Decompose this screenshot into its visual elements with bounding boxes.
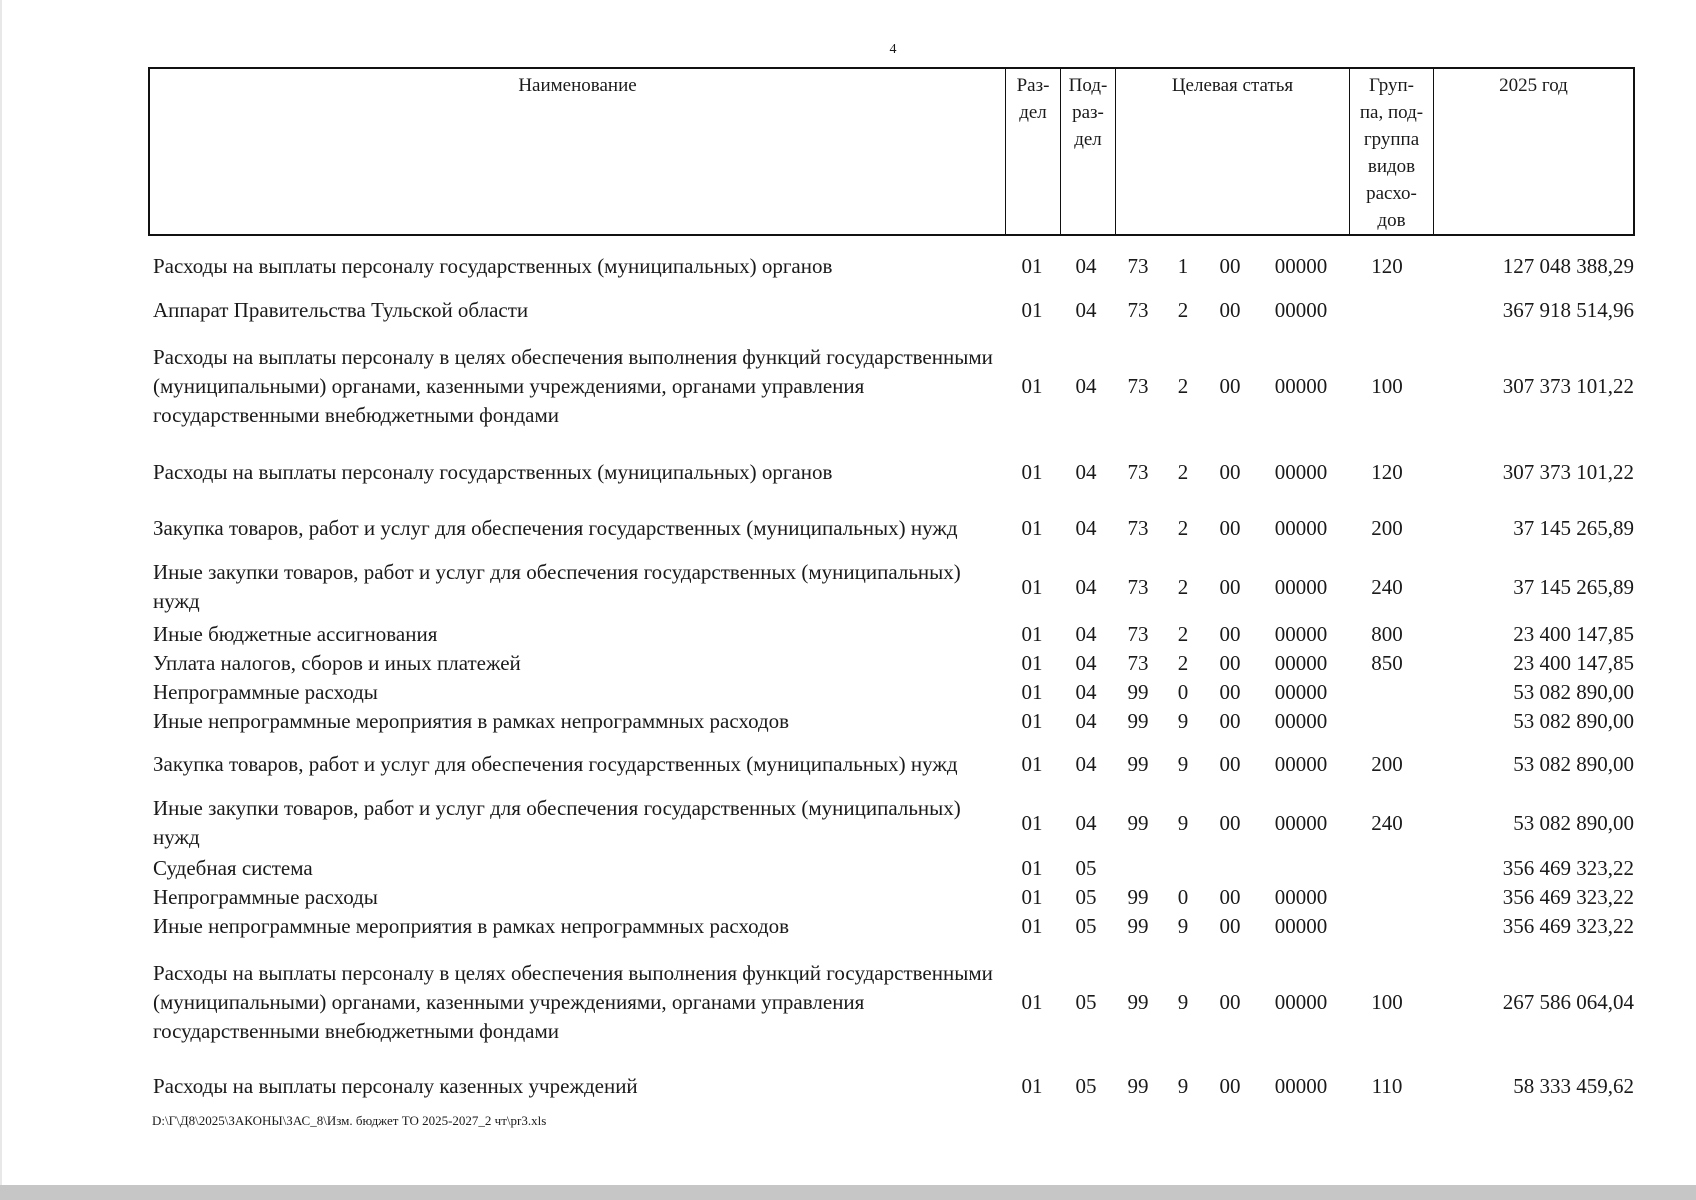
cell-podrazdel: 04 — [1075, 297, 1097, 322]
cell-razdel: 01 — [1021, 297, 1043, 322]
cell-razdel: 01 — [1021, 751, 1043, 776]
cell-name: Закупка товаров, работ и услуг для обеспечения государственных (муниципальных) нужд — [153, 515, 958, 540]
cell-t2: 2 — [1177, 373, 1189, 398]
cell-podrazdel: 04 — [1075, 373, 1097, 398]
cell-t4: 00000 — [1274, 1073, 1328, 1098]
cell-t3: 00 — [1219, 297, 1241, 322]
cell-group: 100 — [1371, 373, 1403, 398]
table-row — [0, 335, 1696, 437]
cell-podrazdel: 04 — [1075, 621, 1097, 646]
cell-t4: 00000 — [1274, 810, 1328, 835]
cell-group: 850 — [1371, 650, 1403, 675]
cell-t2: 2 — [1177, 459, 1189, 484]
cell-amount: 23 400 147,85 — [1513, 621, 1634, 646]
cell-t4: 00000 — [1274, 751, 1328, 776]
cell-razdel: 01 — [1021, 459, 1043, 484]
cell-t3: 00 — [1219, 621, 1241, 646]
cell-podrazdel: 05 — [1075, 855, 1097, 880]
header-group: Груп- па, под- группа видов расхо- дов — [1350, 69, 1434, 234]
cell-t4: 00000 — [1274, 708, 1328, 733]
cell-name: Аппарат Правительства Тульской области — [153, 297, 529, 322]
cell-podrazdel: 04 — [1075, 574, 1097, 599]
cell-razdel: 01 — [1021, 253, 1043, 278]
header-podrazdel: Под- раз- дел — [1061, 69, 1116, 234]
cell-t1: 73 — [1127, 373, 1149, 398]
cell-podrazdel: 04 — [1075, 515, 1097, 540]
cell-t1: 73 — [1127, 574, 1149, 599]
cell-podrazdel: 04 — [1075, 810, 1097, 835]
cell-t4: 00000 — [1274, 650, 1328, 675]
cell-t4: 00000 — [1274, 679, 1328, 704]
cell-t3: 00 — [1219, 1073, 1241, 1098]
cell-name: Иные бюджетные ассигнования — [153, 621, 438, 646]
cell-amount: 58 333 459,62 — [1513, 1073, 1634, 1098]
table-row — [0, 853, 1696, 883]
cell-podrazdel: 04 — [1075, 253, 1097, 278]
cell-t3: 00 — [1219, 574, 1241, 599]
cell-t3: 00 — [1219, 459, 1241, 484]
cell-t4: 00000 — [1274, 515, 1328, 540]
table-row — [0, 706, 1696, 736]
table-row — [0, 1071, 1696, 1101]
cell-razdel: 01 — [1021, 621, 1043, 646]
cell-razdel: 01 — [1021, 989, 1043, 1014]
cell-podrazdel: 04 — [1075, 679, 1097, 704]
table-row — [0, 951, 1696, 1053]
cell-t3: 00 — [1219, 751, 1241, 776]
cell-razdel: 01 — [1021, 913, 1043, 938]
cell-t1 — [1118, 853, 1158, 883]
cell-razdel: 01 — [1021, 1073, 1043, 1098]
cell-group — [1362, 882, 1412, 912]
cell-podrazdel: 04 — [1075, 708, 1097, 733]
cell-razdel: 01 — [1021, 810, 1043, 835]
cell-t4: 00000 — [1274, 373, 1328, 398]
viewer-bottom-bar — [0, 1185, 1696, 1200]
cell-amount: 356 469 323,22 — [1502, 855, 1634, 880]
cell-amount: 307 373 101,22 — [1502, 459, 1634, 484]
cell-t2: 2 — [1177, 574, 1189, 599]
cell-name: Расходы на выплаты персоналу в целях обеспечения выполнения функций государственными (муниципальными) органами, казенными учреждениями, органами управления государственными внебюджетными фондами — [153, 960, 993, 1043]
cell-t2: 9 — [1177, 989, 1189, 1014]
cell-t4: 00000 — [1274, 989, 1328, 1014]
cell-t2: 9 — [1177, 810, 1189, 835]
cell-t1: 99 — [1127, 913, 1149, 938]
cell-razdel: 01 — [1021, 679, 1043, 704]
cell-amount: 307 373 101,22 — [1502, 373, 1634, 398]
cell-t4: 00000 — [1274, 884, 1328, 909]
cell-name: Иные закупки товаров, работ и услуг для обеспечения государственных (муниципальных) нужд — [153, 560, 961, 613]
cell-t3: 00 — [1219, 989, 1241, 1014]
cell-name: Закупка товаров, работ и услуг для обеспечения государственных (муниципальных) нужд — [153, 751, 958, 776]
cell-t2 — [1170, 853, 1196, 883]
cell-group: 120 — [1371, 459, 1403, 484]
cell-t4: 00000 — [1274, 459, 1328, 484]
cell-t3: 00 — [1219, 253, 1241, 278]
cell-name: Судебная система — [153, 855, 313, 880]
table-row — [0, 882, 1696, 912]
cell-amount: 37 145 265,89 — [1513, 515, 1634, 540]
cell-name: Расходы на выплаты персоналу государственных (муниципальных) органов — [153, 459, 833, 484]
header-target: Целевая статья — [1116, 69, 1350, 234]
cell-amount: 53 082 890,00 — [1513, 708, 1634, 733]
cell-t1: 73 — [1127, 650, 1149, 675]
cell-t4: 00000 — [1274, 253, 1328, 278]
cell-name: Уплата налогов, сборов и иных платежей — [153, 650, 521, 675]
cell-group: 200 — [1371, 515, 1403, 540]
cell-t4 — [1264, 853, 1338, 883]
cell-t3: 00 — [1219, 810, 1241, 835]
cell-podrazdel: 04 — [1075, 459, 1097, 484]
cell-podrazdel: 05 — [1075, 1073, 1097, 1098]
cell-t2: 1 — [1177, 253, 1189, 278]
cell-amount: 267 586 064,04 — [1502, 989, 1634, 1014]
cell-amount: 367 918 514,96 — [1502, 297, 1634, 322]
cell-group: 200 — [1371, 751, 1403, 776]
cell-amount: 53 082 890,00 — [1513, 679, 1634, 704]
cell-t1: 73 — [1127, 297, 1149, 322]
table-row — [0, 911, 1696, 941]
table-row — [0, 735, 1696, 793]
cell-razdel: 01 — [1021, 708, 1043, 733]
cell-amount: 127 048 388,29 — [1502, 253, 1634, 278]
cell-name: Иные закупки товаров, работ и услуг для обеспечения государственных (муниципальных) нужд — [153, 796, 961, 849]
cell-podrazdel: 04 — [1075, 650, 1097, 675]
cell-razdel: 01 — [1021, 884, 1043, 909]
table-row — [0, 558, 1696, 616]
cell-t2: 2 — [1177, 515, 1189, 540]
table-row — [0, 457, 1696, 487]
cell-t2: 2 — [1177, 621, 1189, 646]
cell-amount: 53 082 890,00 — [1513, 810, 1634, 835]
cell-amount: 23 400 147,85 — [1513, 650, 1634, 675]
cell-group: 100 — [1371, 989, 1403, 1014]
cell-group — [1362, 677, 1412, 707]
cell-t1: 99 — [1127, 810, 1149, 835]
cell-t3: 00 — [1219, 515, 1241, 540]
cell-t3: 00 — [1219, 650, 1241, 675]
cell-name: Непрограммные расходы — [153, 884, 378, 909]
cell-t4: 00000 — [1274, 574, 1328, 599]
cell-group — [1362, 911, 1412, 941]
cell-razdel: 01 — [1021, 574, 1043, 599]
table-row — [0, 677, 1696, 707]
cell-t2: 2 — [1177, 297, 1189, 322]
cell-group: 240 — [1371, 810, 1403, 835]
cell-amount: 356 469 323,22 — [1502, 884, 1634, 909]
table-row — [0, 794, 1696, 852]
cell-podrazdel: 04 — [1075, 751, 1097, 776]
cell-group — [1362, 706, 1412, 736]
cell-amount: 37 145 265,89 — [1513, 574, 1634, 599]
cell-t1: 99 — [1127, 751, 1149, 776]
cell-t2: 0 — [1177, 679, 1189, 704]
cell-group: 800 — [1371, 621, 1403, 646]
cell-name: Иные непрограммные мероприятия в рамках непрограммных расходов — [153, 913, 790, 938]
cell-group — [1362, 295, 1412, 325]
cell-podrazdel: 05 — [1075, 989, 1097, 1014]
cell-name: Расходы на выплаты персоналу государственных (муниципальных) органов — [153, 253, 833, 278]
header-razdel: Раз- дел — [1006, 69, 1061, 234]
table-row — [0, 619, 1696, 649]
cell-t1: 99 — [1127, 708, 1149, 733]
cell-t3: 00 — [1219, 679, 1241, 704]
cell-t2: 9 — [1177, 708, 1189, 733]
cell-amount: 53 082 890,00 — [1513, 751, 1634, 776]
cell-group: 240 — [1371, 574, 1403, 599]
cell-t3: 00 — [1219, 913, 1241, 938]
cell-t1: 99 — [1127, 884, 1149, 909]
cell-t2: 2 — [1177, 650, 1189, 675]
cell-t2: 9 — [1177, 913, 1189, 938]
cell-podrazdel: 05 — [1075, 913, 1097, 938]
cell-t4: 00000 — [1274, 621, 1328, 646]
cell-t1: 99 — [1127, 1073, 1149, 1098]
cell-name: Иные непрограммные мероприятия в рамках непрограммных расходов — [153, 708, 790, 733]
cell-podrazdel: 05 — [1075, 884, 1097, 909]
cell-t1: 73 — [1127, 515, 1149, 540]
cell-group: 110 — [1371, 1073, 1403, 1098]
cell-t3 — [1210, 853, 1250, 883]
cell-group: 120 — [1371, 253, 1403, 278]
cell-name: Расходы на выплаты персоналу в целях обеспечения выполнения функций государственными (муниципальными) органами, казенными учреждениями, органами управления государственными внебюджетными фондами — [153, 344, 993, 427]
cell-t1: 99 — [1127, 679, 1149, 704]
cell-t3: 00 — [1219, 373, 1241, 398]
cell-group — [1362, 853, 1412, 883]
table-row — [0, 295, 1696, 325]
cell-t3: 00 — [1219, 708, 1241, 733]
cell-t1: 99 — [1127, 989, 1149, 1014]
table-header — [148, 67, 1635, 236]
cell-t1: 73 — [1127, 621, 1149, 646]
header-year: 2025 год — [1499, 75, 1568, 96]
cell-name: Непрограммные расходы — [153, 679, 378, 704]
cell-t1: 73 — [1127, 459, 1149, 484]
cell-amount: 356 469 323,22 — [1502, 913, 1634, 938]
table-row — [0, 648, 1696, 678]
cell-t1: 73 — [1127, 253, 1149, 278]
header-name: Наименование — [150, 69, 1006, 234]
cell-t2: 0 — [1177, 884, 1189, 909]
cell-razdel: 01 — [1021, 855, 1043, 880]
cell-t4: 00000 — [1274, 913, 1328, 938]
cell-razdel: 01 — [1021, 373, 1043, 398]
cell-razdel: 01 — [1021, 515, 1043, 540]
cell-t2: 9 — [1177, 1073, 1189, 1098]
cell-name: Расходы на выплаты персоналу казенных учреждений — [153, 1073, 638, 1098]
cell-razdel: 01 — [1021, 650, 1043, 675]
file-path: D:\Г\Д8\2025\ЗАКОНЫ\ЗАС_8\Изм. бюджет ТО 2025-2027_2 чт\pr3.xls — [152, 1113, 547, 1128]
cell-t3: 00 — [1219, 884, 1241, 909]
cell-t4: 00000 — [1274, 297, 1328, 322]
cell-t2: 9 — [1177, 751, 1189, 776]
table-row — [0, 499, 1696, 557]
table-row — [0, 251, 1696, 281]
